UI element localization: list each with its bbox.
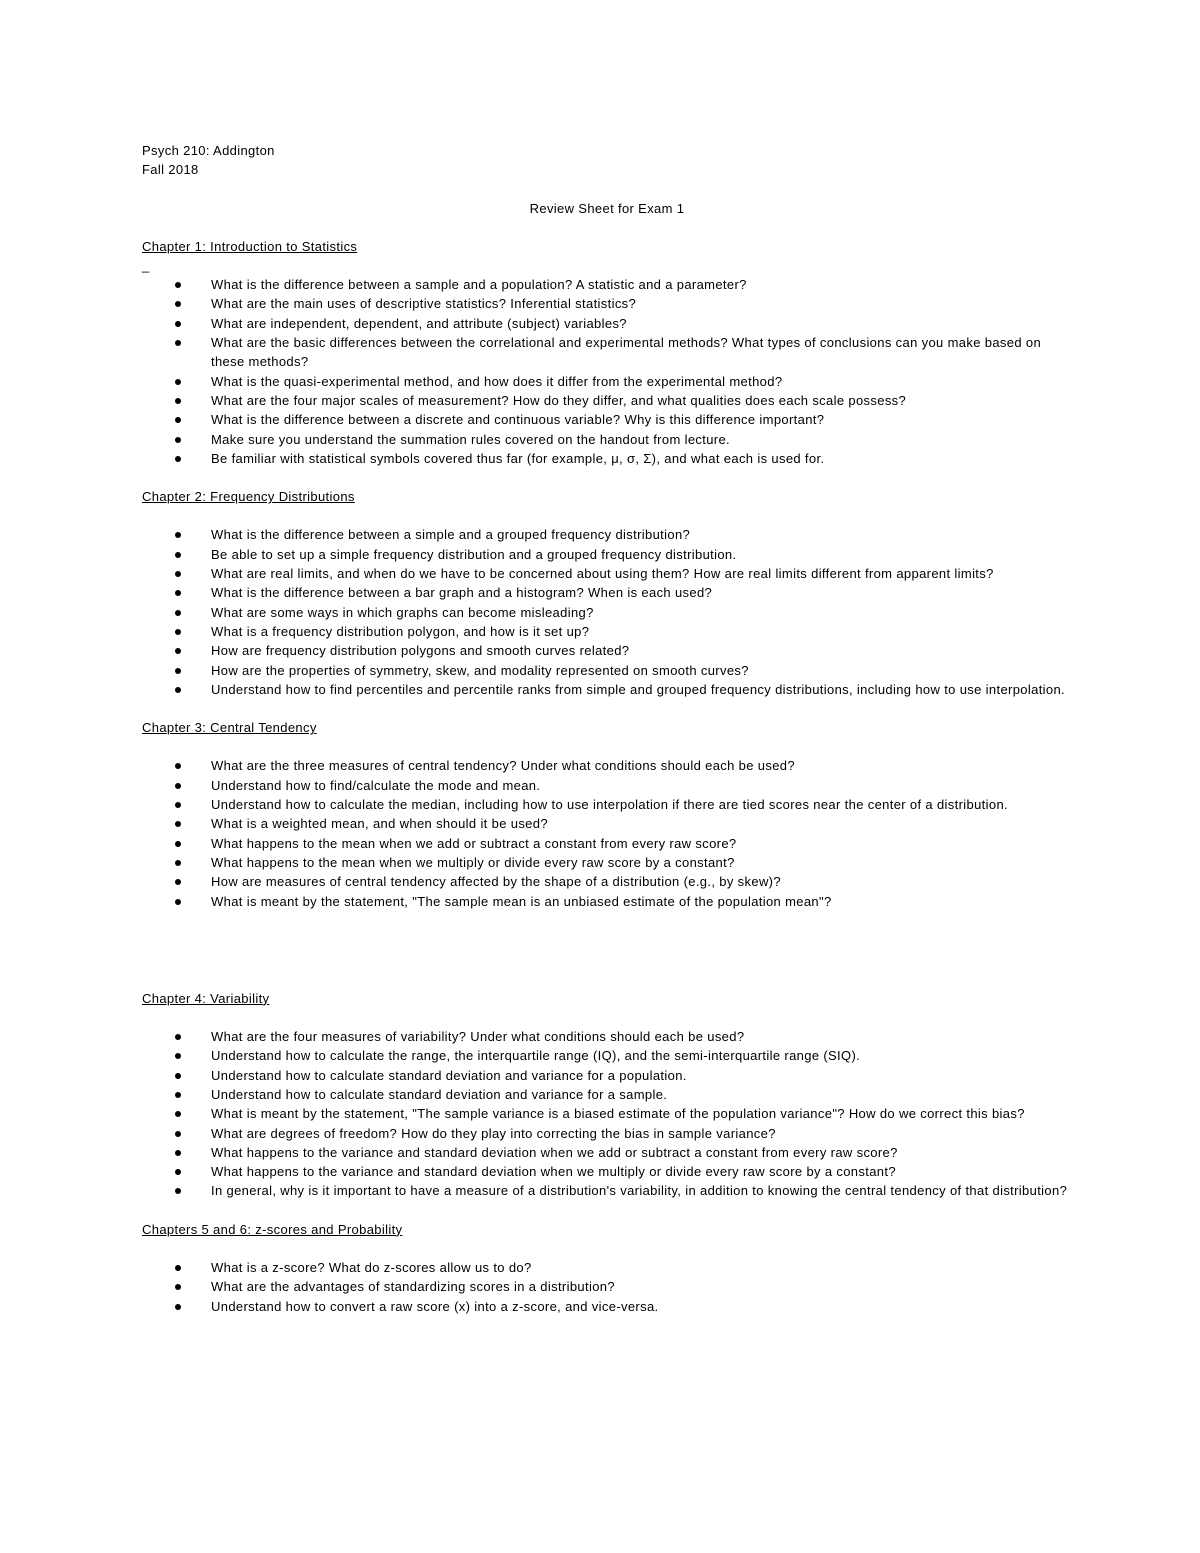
question-text: What happens to the variance and standard deviation when we add or subtract a constant from every raw score?	[211, 1144, 898, 1160]
question-text: How are measures of central tendency affected by the shape of a distribution (e.g., by skew)?	[211, 874, 781, 890]
bullet-icon	[175, 552, 181, 558]
question-text: What is the difference between a bar graph and a histogram? When is each used?	[211, 585, 713, 601]
question-text: What are the basic differences between the correlational and experimental methods? What types of conclusions can you make based on these methods?	[211, 335, 1042, 370]
question-text: What are real limits, and when do we have to be concerned about using them? How are real limits different from apparent limits?	[211, 566, 994, 582]
section-spacer	[142, 1201, 1072, 1220]
section-spacer	[142, 699, 1072, 718]
question-text: Be able to set up a simple frequency distribution and a grouped frequency distribution.	[211, 546, 737, 562]
question-text: What are some ways in which graphs can become misleading?	[211, 604, 594, 620]
chapter-section	[142, 237, 1072, 468]
question-text: What is the difference between a discrete and continuous variable? Why is this difference important?	[211, 412, 825, 428]
bullet-icon	[175, 398, 181, 404]
question-text: Make sure you understand the summation rules covered on the handout from lecture.	[211, 431, 731, 447]
chapter-heading: Chapter 2: Frequency Distributions	[142, 489, 355, 505]
chapter-heading: Chapter 3: Central Tendency	[142, 720, 317, 736]
bullet-icon	[175, 860, 181, 866]
question-item	[142, 294, 1072, 313]
bullet-icon	[175, 648, 181, 654]
bullet-icon	[175, 610, 181, 616]
question-text: Understand how to calculate standard deviation and variance for a sample.	[211, 1086, 668, 1102]
bullet-icon	[175, 282, 181, 288]
bullet-icon	[175, 1284, 181, 1290]
question-text: What are the main uses of descriptive statistics? Inferential statistics?	[211, 296, 637, 312]
question-text: Understand how to calculate standard deviation and variance for a population.	[211, 1067, 687, 1083]
question-item	[142, 1104, 1072, 1123]
bullet-icon	[175, 571, 181, 577]
question-item	[142, 391, 1072, 410]
bullet-icon	[175, 841, 181, 847]
question-list	[142, 275, 1072, 468]
question-item	[142, 1143, 1072, 1162]
heading-gap	[142, 1008, 1072, 1027]
question-item	[142, 756, 1072, 775]
question-item	[142, 834, 1072, 853]
bullet-icon	[175, 1131, 181, 1137]
question-text: Understand how to calculate the median, including how to use interpolation if there are tied scores near the center of a distribution.	[211, 797, 1009, 813]
question-text: How are the properties of symmetry, skew, and modality represented on smooth curves?	[211, 662, 749, 678]
bullet-icon	[175, 340, 181, 346]
question-item	[142, 314, 1072, 333]
heading-gap	[142, 1239, 1072, 1258]
question-item	[142, 795, 1072, 814]
question-item	[142, 680, 1072, 699]
question-item	[142, 603, 1072, 622]
question-text: Understand how to calculate the range, the interquartile range (IQ), and the semi-interquartile range (SIQ).	[211, 1048, 861, 1064]
question-text: What happens to the mean when we multiply or divide every raw score by a constant?	[211, 854, 735, 870]
question-item	[142, 1027, 1072, 1046]
question-item	[142, 1297, 1072, 1316]
question-item	[142, 641, 1072, 660]
section-spacer	[142, 218, 1072, 237]
document-page	[142, 141, 1072, 1316]
question-text: What are the advantages of standardizing scores in a distribution?	[211, 1279, 615, 1295]
question-text: What is the quasi-experimental method, and how does it differ from the experimental method?	[211, 373, 783, 389]
bullet-icon	[175, 821, 181, 827]
question-text: Understand how to find/calculate the mode and mean.	[211, 777, 541, 793]
question-item	[142, 430, 1072, 449]
heading-gap	[142, 506, 1072, 525]
question-list	[142, 525, 1072, 699]
chapter-heading: Chapters 5 and 6: z-scores and Probability	[142, 1221, 403, 1237]
bullet-icon	[175, 899, 181, 905]
question-item	[142, 564, 1072, 583]
heading-gap	[142, 737, 1072, 756]
chapter-section	[142, 1220, 1072, 1316]
bullet-icon	[175, 1034, 181, 1040]
question-item	[142, 583, 1072, 602]
question-text: What is meant by the statement, "The sample mean is an unbiased estimate of the population mean"?	[211, 893, 832, 909]
bullet-icon	[175, 1150, 181, 1156]
question-list	[142, 756, 1072, 910]
question-text: What is the difference between a simple and a grouped frequency distribution?	[211, 527, 691, 543]
section-spacer	[142, 468, 1072, 487]
question-list	[142, 1027, 1072, 1201]
question-text: What is a weighted mean, and when should it be used?	[211, 816, 548, 832]
question-text: What happens to the variance and standard deviation when we multiply or divide every raw score by a constant?	[211, 1164, 896, 1180]
bullet-icon	[175, 763, 181, 769]
chapter-section	[142, 718, 1072, 911]
question-item	[142, 1046, 1072, 1065]
document-title: Review Sheet for Exam 1	[529, 200, 685, 216]
question-text: What is the difference between a sample and a population? A statistic and a parameter?	[211, 277, 747, 293]
stray-mark: _	[142, 258, 150, 274]
question-text: Understand how to convert a raw score (x) into a z-score, and vice-versa.	[211, 1298, 659, 1314]
question-text: What are the three measures of central tendency? Under what conditions should each be used?	[211, 758, 795, 774]
question-text: What happens to the mean when we add or subtract a constant from every raw score?	[211, 835, 737, 851]
question-text: What are the four major scales of measurement? How do they differ, and what qualities does each scale possess?	[211, 392, 907, 408]
chapter-heading: Chapter 1: Introduction to Statistics	[142, 238, 358, 254]
question-item	[142, 853, 1072, 872]
question-list	[142, 1258, 1072, 1316]
question-text: What are degrees of freedom? How do they play into correcting the bias in sample variance?	[211, 1125, 776, 1141]
question-item	[142, 545, 1072, 564]
question-item	[142, 814, 1072, 833]
bullet-icon	[175, 1111, 181, 1117]
bullet-icon	[175, 802, 181, 808]
question-item	[142, 372, 1072, 391]
question-text: Understand how to find percentiles and percentile ranks from simple and grouped frequency distributions, including how to use interpolation.	[211, 681, 1066, 697]
question-item	[142, 1258, 1072, 1277]
section-spacer	[142, 911, 1072, 989]
question-item	[142, 1277, 1072, 1296]
question-text: How are frequency distribution polygons and smooth curves related?	[211, 643, 630, 659]
question-text: What is a z-score? What do z-scores allow us to do?	[211, 1260, 532, 1276]
question-text: What are the four measures of variability? Under what conditions should each be used?	[211, 1029, 745, 1045]
bullet-icon	[175, 1265, 181, 1271]
question-item	[142, 449, 1072, 468]
question-item	[142, 1124, 1072, 1143]
question-item	[142, 1085, 1072, 1104]
bullet-icon	[175, 532, 181, 538]
question-item	[142, 1181, 1072, 1200]
bullet-icon	[175, 437, 181, 443]
bullet-icon	[175, 1073, 181, 1079]
question-item	[142, 1066, 1072, 1085]
question-item	[142, 872, 1072, 891]
bullet-icon	[175, 1053, 181, 1059]
bullet-icon	[175, 456, 181, 462]
question-item	[142, 275, 1072, 294]
question-item	[142, 622, 1072, 641]
chapter-section	[142, 989, 1072, 1201]
course-line: Psych 210: Addington	[142, 143, 275, 158]
question-item	[142, 776, 1072, 795]
question-text: What is meant by the statement, "The sample variance is a biased estimate of the population variance"? How do we correct this bias?	[211, 1106, 1025, 1122]
question-text: Be familiar with statistical symbols covered thus far (for example, μ, σ, Σ), and what each is used for.	[211, 450, 825, 466]
question-text: In general, why is it important to have a measure of a distribution's variability, in addition to knowing the central tendency of that distribution?	[211, 1183, 1068, 1199]
question-item	[142, 525, 1072, 544]
question-item	[142, 333, 1072, 372]
question-text: What is a frequency distribution polygon, and how is it set up?	[211, 623, 590, 639]
bullet-icon	[175, 668, 181, 674]
question-item	[142, 1162, 1072, 1181]
term-line: Fall 2018	[142, 162, 199, 178]
bullet-icon	[175, 417, 181, 423]
bullet-icon	[175, 379, 181, 385]
bullet-icon	[175, 1304, 181, 1310]
bullet-icon	[175, 879, 181, 885]
question-item	[142, 410, 1072, 429]
bullet-icon	[175, 629, 181, 635]
question-item	[142, 661, 1072, 680]
chapter-section	[142, 487, 1072, 699]
bullet-icon	[175, 1188, 181, 1194]
bullet-icon	[175, 783, 181, 789]
bullet-icon	[175, 1169, 181, 1175]
chapter-heading: Chapter 4: Variability	[142, 990, 270, 1006]
question-text: What are independent, dependent, and attribute (subject) variables?	[211, 315, 627, 331]
bullet-icon	[175, 301, 181, 307]
chapters-container	[142, 218, 1072, 1316]
bullet-icon	[175, 687, 181, 693]
bullet-icon	[175, 1092, 181, 1098]
question-item	[142, 892, 1072, 911]
bullet-icon	[175, 590, 181, 596]
bullet-icon	[175, 321, 181, 327]
